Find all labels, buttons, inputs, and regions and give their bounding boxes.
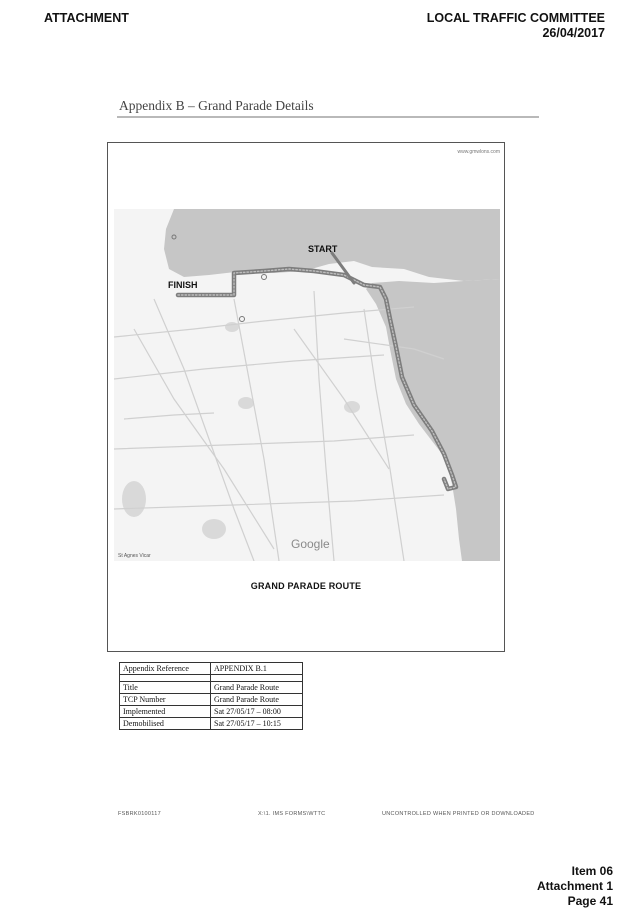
table-row [120, 694, 303, 706]
map-park-1 [122, 481, 146, 517]
table-spacer-row [120, 675, 303, 682]
footer-doc-code: FSBRK0100117 [118, 811, 161, 817]
table-row [120, 663, 303, 675]
tcp-value: Grand Parade Route [211, 694, 303, 706]
implemented-key: Implemented [120, 706, 211, 718]
map-label-start: START [308, 244, 338, 254]
header-committee-block [427, 11, 605, 41]
attachment-number: Attachment 1 [536, 879, 613, 893]
table-row [120, 706, 303, 718]
item-number: Item 06 [571, 864, 613, 878]
route-map-svg [114, 209, 500, 561]
title-key: Title [120, 682, 211, 694]
implemented-value: Sat 27/05/17 – 08:00 [211, 706, 303, 718]
ref-value: APPENDIX B.1 [211, 663, 303, 675]
title-value: Grand Parade Route [211, 682, 303, 694]
footer-path: X:\1. IMS FORMS\WTTC [258, 811, 326, 817]
header-date: 26/04/2017 [542, 26, 605, 40]
map-poi-label: St Agnes Vicar [118, 553, 151, 559]
page-reference-block [537, 864, 613, 909]
demobilised-key: Demobilised [120, 718, 211, 730]
footer-uncontrolled-note: UNCONTROLLED WHEN PRINTED OR DOWNLOADED [382, 811, 535, 817]
map-figure-frame [107, 142, 505, 652]
appendix-title-underline [117, 116, 539, 118]
appendix-title: Appendix B – Grand Parade Details [119, 98, 314, 113]
demobilised-value: Sat 27/05/17 – 10:15 [211, 718, 303, 730]
header-committee-title: LOCAL TRAFFIC COMMITTEE [426, 11, 605, 25]
appendix-reference-table [119, 662, 303, 730]
table-row [120, 718, 303, 730]
map-google-brand: Google [291, 537, 330, 551]
ref-key: Appendix Reference [120, 663, 211, 675]
map-label-finish: FINISH [168, 280, 198, 290]
route-map [114, 209, 500, 561]
tcp-key: TCP Number [120, 694, 211, 706]
page-number: Page 41 [567, 894, 613, 908]
map-park-2 [202, 519, 226, 539]
map-park-3 [238, 397, 254, 409]
header-attachment-label: ATTACHMENT [44, 11, 129, 25]
figure-watermark: www.gmwlons.com [457, 149, 500, 155]
figure-caption: GRAND PARADE ROUTE [250, 581, 362, 591]
table-row [120, 682, 303, 694]
